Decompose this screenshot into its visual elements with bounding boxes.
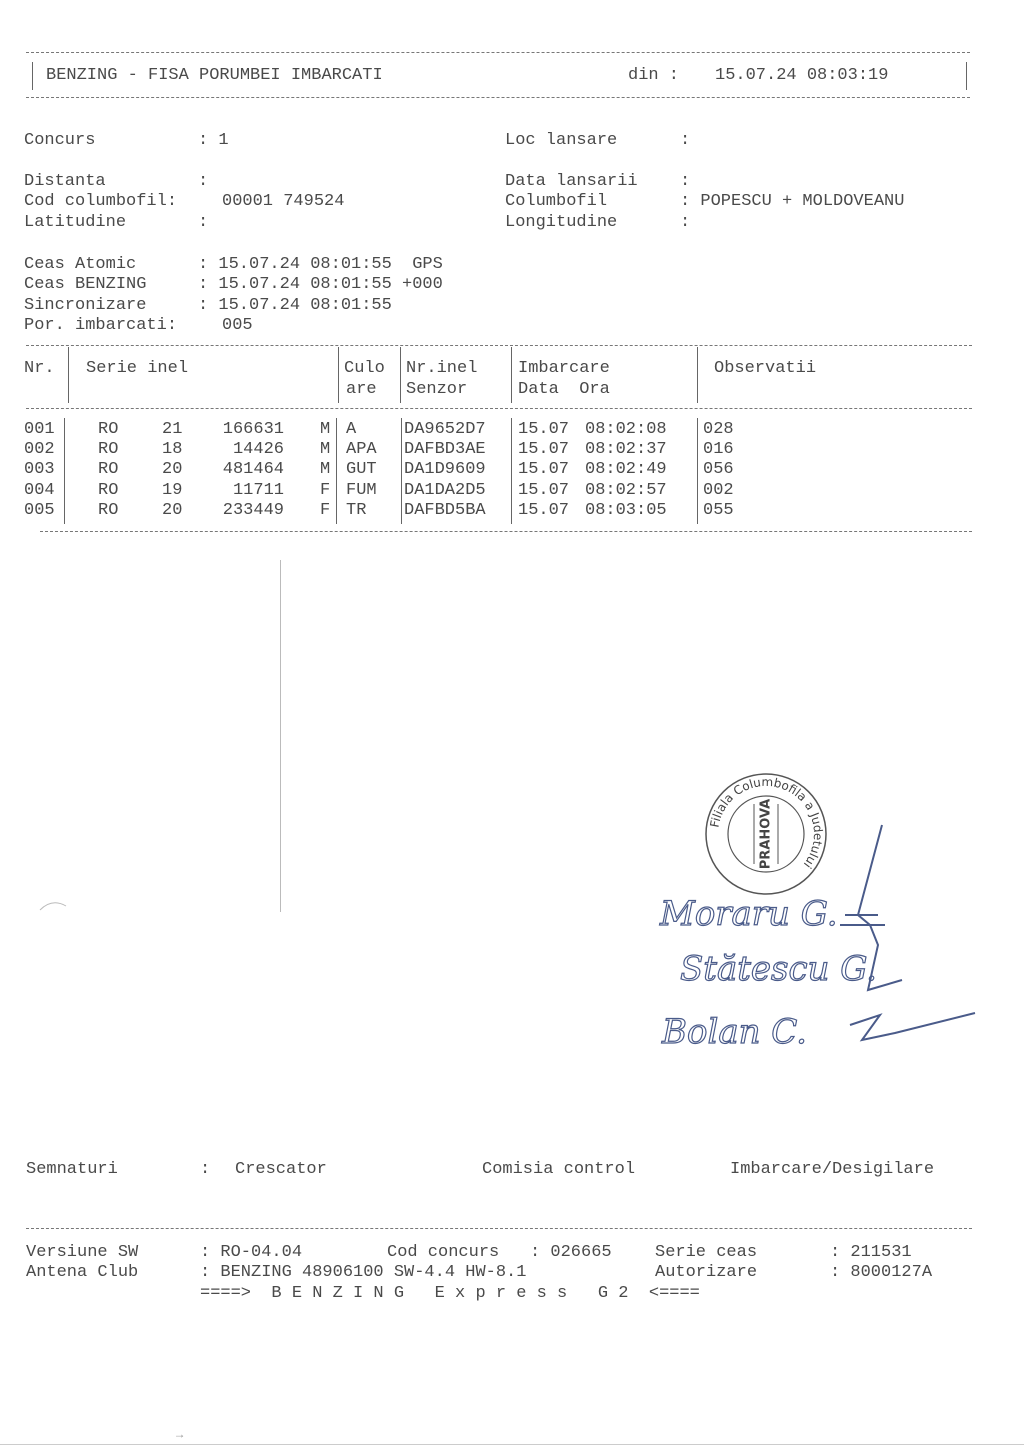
cell-color: FUM bbox=[346, 480, 377, 500]
col-header-culo: Culo bbox=[344, 359, 385, 378]
versiune-sw-label: Versiune SW bbox=[26, 1243, 139, 1262]
cell-sensor: DAFBD3AE bbox=[404, 440, 486, 460]
versiune-sw-value: : RO-04.04 bbox=[200, 1243, 303, 1262]
footer-rule bbox=[26, 1228, 972, 1229]
svg-text:Stătescu G.: Stătescu G. bbox=[680, 949, 877, 989]
cell-date: 15.07 bbox=[518, 500, 570, 520]
cell-year: 19 bbox=[162, 480, 183, 500]
cell-year: 20 bbox=[162, 460, 183, 480]
cell-year: 21 bbox=[162, 420, 183, 439]
scan-artifact-arc bbox=[38, 896, 68, 912]
table-bottom-rule bbox=[40, 531, 972, 532]
table-col-divider-3 bbox=[400, 347, 401, 403]
antena-club-value: : BENZING 48906100 SW-4.4 HW-8.1 bbox=[200, 1263, 527, 1282]
ceas-benzing-value: : 15.07.24 08:01:55 +000 bbox=[198, 275, 443, 294]
cell-country: RO bbox=[98, 480, 119, 500]
cell-sensor: DA1D9609 bbox=[404, 460, 486, 480]
scan-artifact-line bbox=[280, 560, 281, 912]
col-header-observatii: Observatii bbox=[714, 359, 817, 378]
cell-color: TR bbox=[346, 500, 367, 520]
cell-date: 15.07 bbox=[518, 460, 570, 480]
cod-concurs-value: : 026665 bbox=[530, 1243, 612, 1262]
svg-text:Bolan C.: Bolan C. bbox=[662, 1012, 807, 1052]
cell-nr: 002 bbox=[24, 440, 55, 460]
cell-country: RO bbox=[98, 460, 119, 480]
autorizare-value: : 8000127A bbox=[830, 1263, 933, 1282]
cell-color: A bbox=[346, 420, 357, 439]
cell-country: RO bbox=[98, 500, 119, 520]
cell-date: 15.07 bbox=[518, 480, 570, 500]
porumbei-imbarcati-value: 005 bbox=[222, 316, 253, 335]
cell-ring: 166631 bbox=[222, 420, 284, 439]
cell-time: 08:03:05 bbox=[585, 500, 667, 520]
cell-time: 08:02:49 bbox=[585, 460, 667, 480]
page-bottom-edge bbox=[0, 1444, 1024, 1445]
header-right-border bbox=[966, 62, 967, 90]
cell-time: 08:02:57 bbox=[585, 480, 667, 500]
header-din-label: din : bbox=[628, 66, 680, 85]
cell-country: RO bbox=[98, 440, 119, 460]
cod-columbofil-value: 00001 749524 bbox=[222, 192, 345, 211]
cell-year: 18 bbox=[162, 440, 183, 460]
table-body-divider-3 bbox=[401, 418, 402, 524]
col-header-nr-inel: Nr.inel bbox=[406, 359, 478, 378]
col-header-serie-inel: Serie inel bbox=[86, 359, 189, 378]
document-title: BENZING - FISA PORUMBEI IMBARCATI bbox=[46, 66, 383, 85]
comisia-control-label: Comisia control bbox=[482, 1160, 636, 1179]
arrow-mark-icon: → bbox=[176, 1428, 184, 1442]
crescator-label: Crescator bbox=[235, 1160, 327, 1179]
handwritten-signatures bbox=[640, 815, 990, 1065]
header-left-border bbox=[32, 62, 33, 90]
cell-sex: F bbox=[320, 500, 331, 520]
cell-sensor: DAFBD5BA bbox=[404, 500, 486, 520]
table-col-divider-1 bbox=[68, 347, 69, 403]
col-header-data-ora: Data Ora bbox=[518, 380, 610, 399]
header-top-border bbox=[26, 52, 970, 53]
table-body-divider-4 bbox=[511, 418, 512, 524]
col-header-senzor: Senzor bbox=[406, 380, 468, 399]
table-body-divider-5 bbox=[697, 418, 698, 524]
cell-time: 08:02:37 bbox=[585, 440, 667, 460]
distanta-label: Distanta bbox=[24, 172, 106, 191]
cell-date: 15.07 bbox=[518, 440, 570, 460]
svg-text:Moraru G.: Moraru G. bbox=[660, 894, 838, 934]
latitudine-value: : bbox=[198, 213, 209, 232]
svg-text:Filiala Columbofila a Judetulu: Filiala Columbofila a Judetului bbox=[707, 774, 826, 872]
semnaturi-label: Semnaturi bbox=[26, 1160, 118, 1179]
cod-columbofil-label: Cod columbofil: bbox=[24, 192, 178, 211]
columbofil-value: : POPESCU + MOLDOVEANU bbox=[680, 192, 905, 211]
table-col-divider-5 bbox=[697, 347, 698, 403]
svg-text:PRAHOVA: PRAHOVA bbox=[758, 798, 774, 870]
cell-time: 08:02:08 bbox=[585, 420, 667, 439]
cell-year: 20 bbox=[162, 500, 183, 520]
cell-obs: 056 bbox=[703, 460, 734, 480]
autorizare-label: Autorizare bbox=[655, 1263, 758, 1282]
ceas-atomic-value: : 15.07.24 08:01:55 GPS bbox=[198, 255, 443, 274]
sincronizare-value: : 15.07.24 08:01:55 bbox=[198, 296, 392, 315]
longitudine-label: Longitudine bbox=[505, 213, 618, 232]
cell-obs: 002 bbox=[703, 480, 734, 500]
header-din-value: 15.07.24 08:03:19 bbox=[715, 66, 889, 85]
cell-sex: F bbox=[320, 480, 331, 500]
cell-color: APA bbox=[346, 440, 377, 460]
columbofil-label: Columbofil bbox=[505, 192, 608, 211]
antena-club-label: Antena Club bbox=[26, 1263, 139, 1282]
latitudine-label: Latitudine bbox=[24, 213, 127, 232]
cell-sensor: DA1DA2D5 bbox=[404, 480, 486, 500]
table-col-divider-2 bbox=[338, 347, 339, 403]
table-body-divider-2 bbox=[336, 418, 337, 524]
cell-sex: M bbox=[320, 420, 331, 439]
cell-ring: 14426 bbox=[232, 440, 284, 460]
cell-obs: 055 bbox=[703, 500, 734, 520]
sincronizare-label: Sincronizare bbox=[24, 296, 147, 315]
col-header-imbarcare: Imbarcare bbox=[518, 359, 610, 378]
cell-obs: 016 bbox=[703, 440, 734, 460]
table-body-divider-1 bbox=[64, 418, 65, 524]
cell-sex: M bbox=[320, 460, 331, 480]
serie-ceas-label: Serie ceas bbox=[655, 1243, 758, 1262]
header-bottom-border bbox=[26, 97, 970, 98]
table-header-rule bbox=[26, 408, 972, 409]
table-col-divider-4 bbox=[511, 347, 512, 403]
semnaturi-colon: : bbox=[200, 1160, 211, 1179]
cell-nr: 005 bbox=[24, 500, 55, 520]
cell-color: GUT bbox=[346, 460, 377, 480]
col-header-are: are bbox=[346, 380, 377, 399]
cell-ring: 481464 bbox=[222, 460, 284, 480]
distanta-value: : bbox=[198, 172, 209, 191]
cell-nr: 004 bbox=[24, 480, 55, 500]
cell-obs: 028 bbox=[703, 420, 734, 439]
benzing-express-banner: ====> B E N Z I N G E x p r e s s G 2 <==== bbox=[200, 1284, 700, 1303]
serie-ceas-value: : 211531 bbox=[830, 1243, 912, 1262]
imbarcare-desigilare-label: Imbarcare/Desigilare bbox=[730, 1160, 935, 1179]
loc-lansare-value: : bbox=[680, 131, 691, 150]
ceas-benzing-label: Ceas BENZING bbox=[24, 275, 147, 294]
cell-nr: 001 bbox=[24, 420, 55, 439]
cell-sensor: DA9652D7 bbox=[404, 420, 486, 439]
longitudine-value: : bbox=[680, 213, 691, 232]
concurs-label: Concurs bbox=[24, 131, 96, 150]
cell-ring: 11711 bbox=[232, 480, 284, 500]
cell-sex: M bbox=[320, 440, 331, 460]
cell-nr: 003 bbox=[24, 460, 55, 480]
col-header-nr: Nr. bbox=[24, 359, 55, 378]
data-lansarii-value: : bbox=[680, 172, 691, 191]
cell-ring: 233449 bbox=[222, 500, 284, 520]
cell-country: RO bbox=[98, 420, 119, 439]
ceas-atomic-label: Ceas Atomic bbox=[24, 255, 137, 274]
data-lansarii-label: Data lansarii bbox=[505, 172, 638, 191]
table-top-rule bbox=[26, 345, 972, 346]
loc-lansare-label: Loc lansare bbox=[505, 131, 618, 150]
cod-concurs-label: Cod concurs bbox=[387, 1243, 500, 1262]
porumbei-imbarcati-label: Por. imbarcati: bbox=[24, 316, 178, 335]
cell-date: 15.07 bbox=[518, 420, 570, 439]
concurs-value: : 1 bbox=[198, 131, 229, 150]
